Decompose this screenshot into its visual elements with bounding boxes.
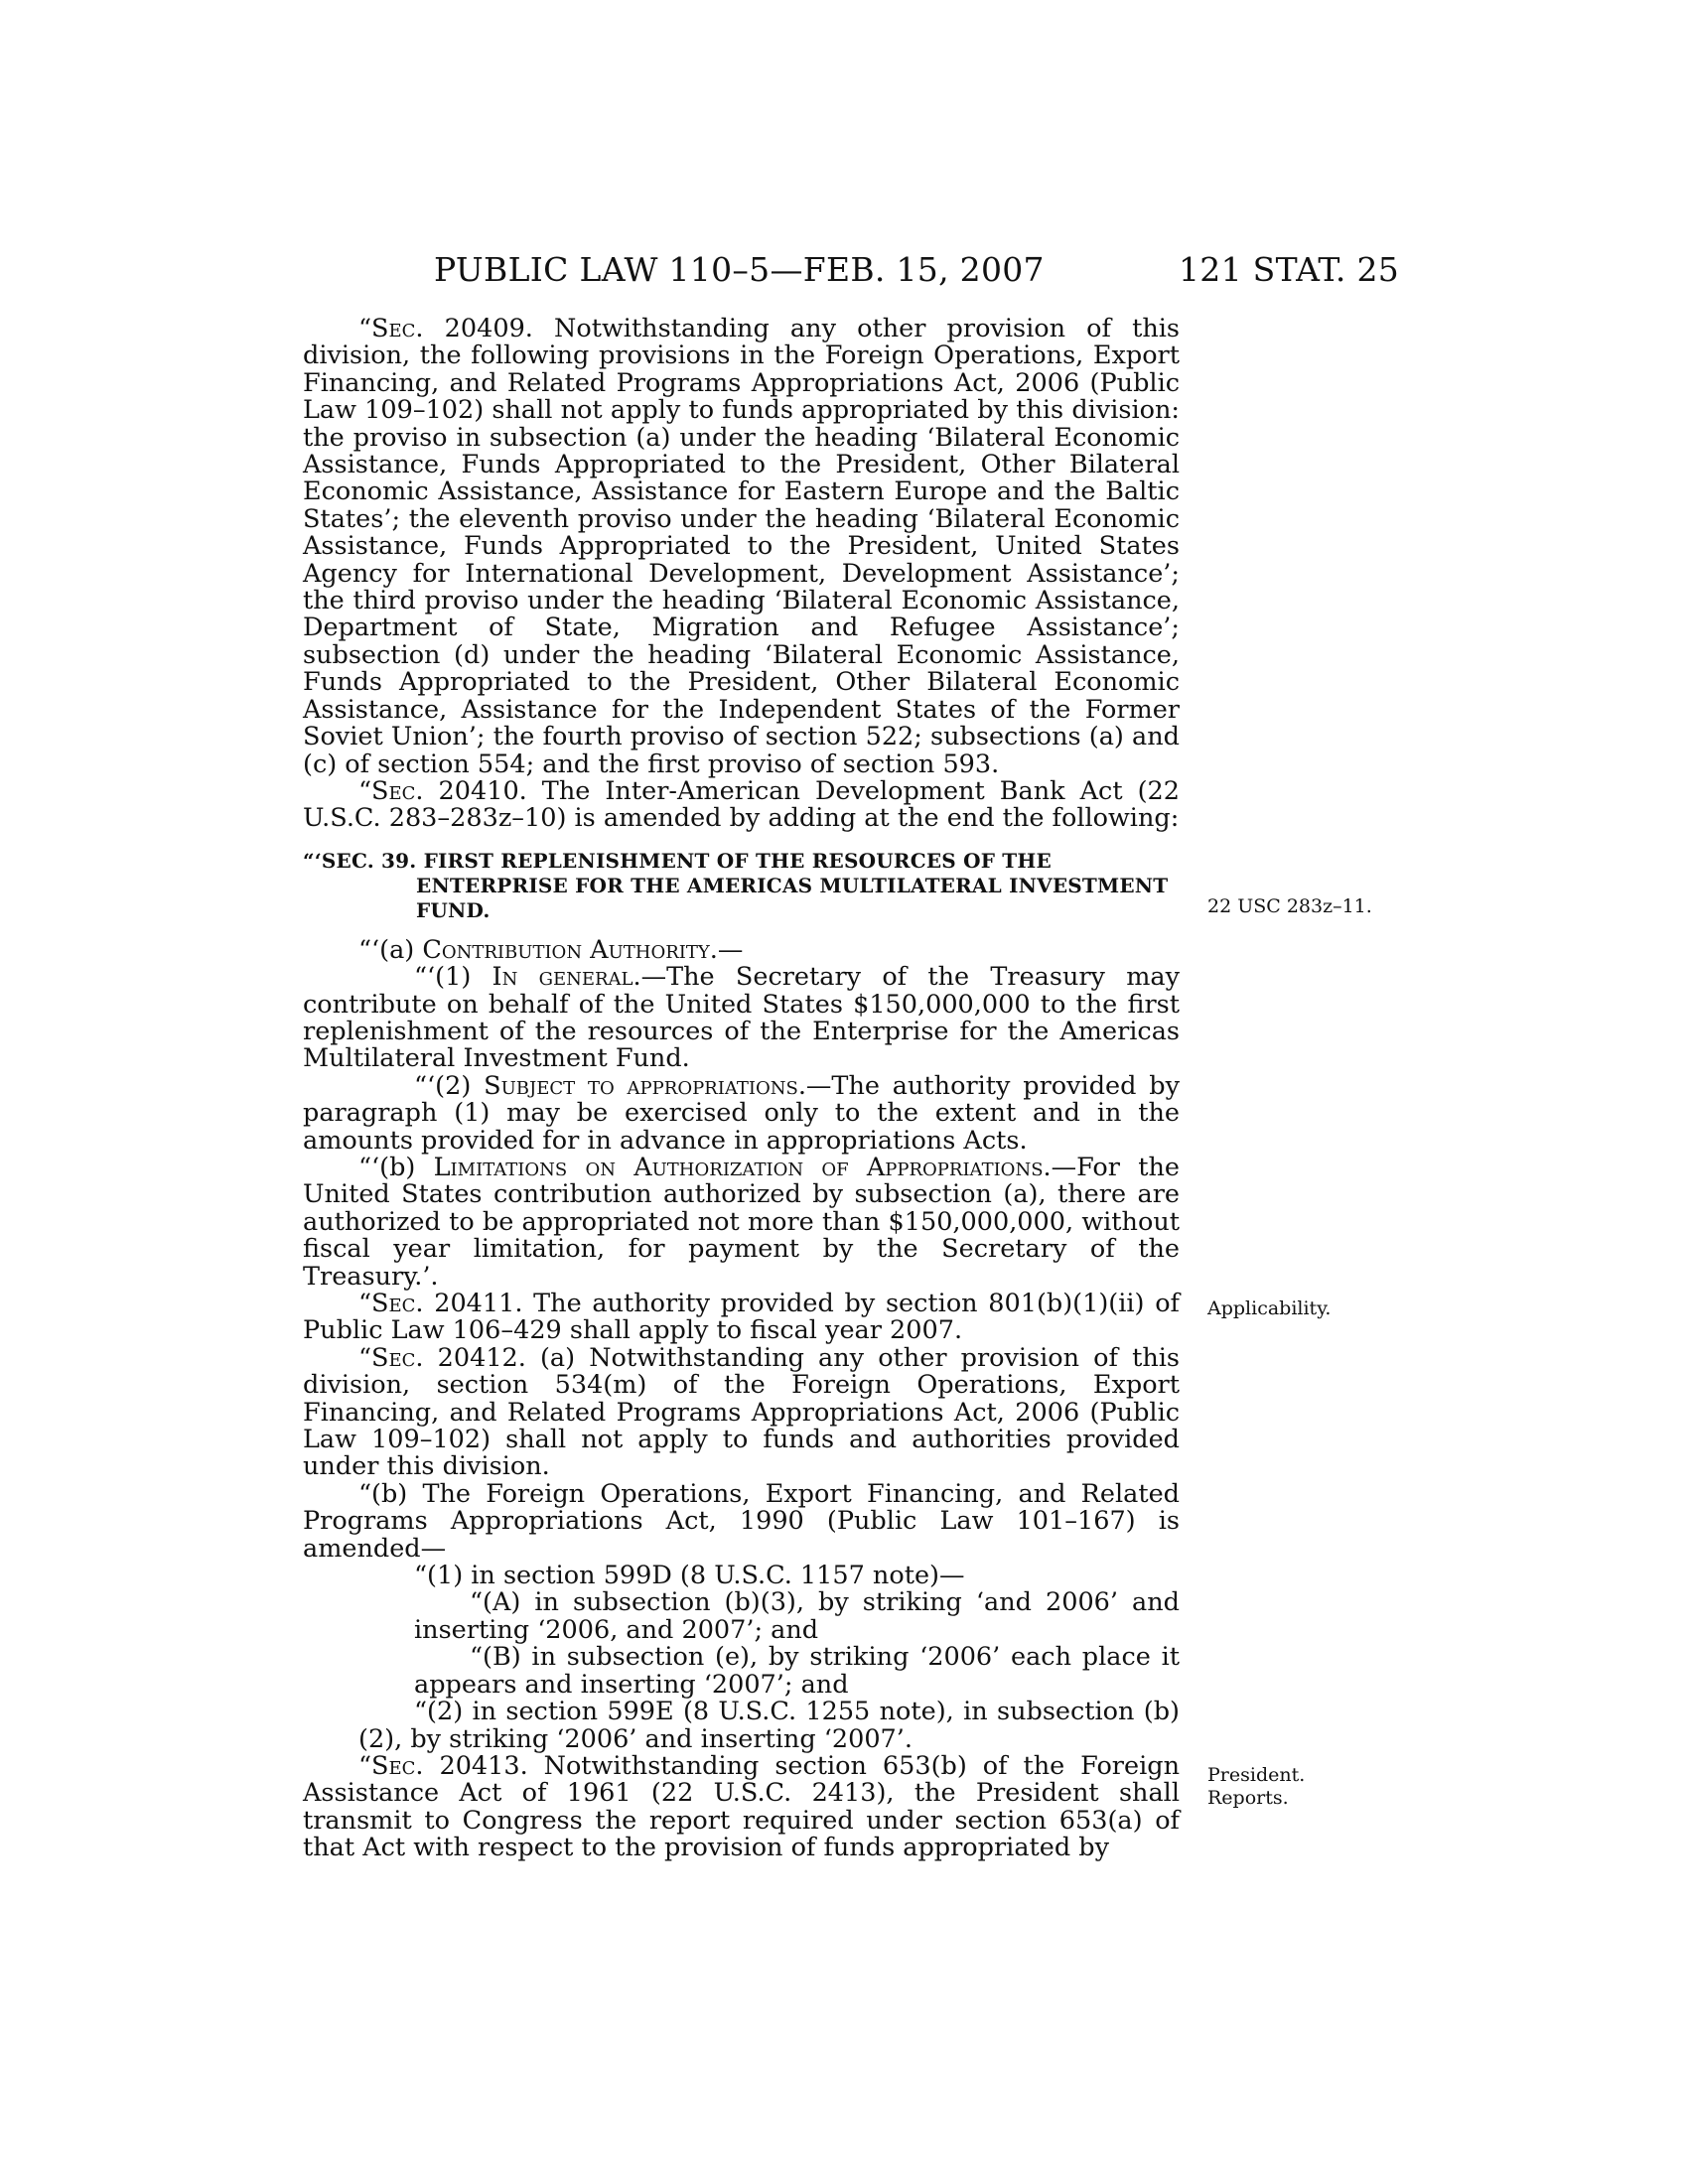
running-header-stat: 121 STAT. 25 [1179, 250, 1400, 289]
sec-text: 20410. The Inter-American Development Bank Act (22 U.S.C. 283–283z–10) is amended by adding at the end the following: [303, 775, 1180, 834]
subsection-b [303, 1152, 1180, 1292]
item-2: “(2) in section 599E (8 U.S.C. 1255 note), in subsection (b)(2), by striking ‘2006’ and inserting ‘2007’. [358, 1697, 1180, 1754]
subsection-suffix: .— [709, 934, 744, 965]
section-20409 [303, 316, 1180, 778]
sec-text: 20409. Notwithstanding any other provision of this division, the following provisions in the Foreign Operations, Export Financing, and Related Programs Appropriations Act, 2006 (Public Law 109–102) shall not apply to funds appropriated by this division: the proviso in subsection (a) under the heading ‘Bilateral Economic Assistance, Funds Appropriated to the President, Other Bilateral Economic Assistance, Assistance for Eastern Europe and the Baltic States’; the eleventh proviso under the heading ‘Bilateral Economic Assistance, Funds Appropriated to the President, United States Agency for International Development, Development Assistance’; the third proviso under the heading ‘Bilateral Economic Assistance, Department of State, Migration and Refugee Assistance’; subsection (d) under the heading ‘Bilateral Economic Assistance, Funds Appropriated to the President, Other Bilateral Economic Assistance, Assistance for the Independent States of the Former Soviet Union’; the fourth proviso of section 522; subsections (a) and (c) of section 554; and the first proviso of section 593. [303, 314, 1180, 779]
running-header-title: PUBLIC LAW 110–5—FEB. 15, 2007 [434, 250, 1045, 289]
margin-note-applicability: Applicability. [1207, 1297, 1332, 1319]
sec-text: 20413. Notwithstanding section 653(b) of the Foreign Assistance Act of 1961 (22 U.S.C. 2413), the President shall transmit to Congress the report required under section 653(a) of that Act with respect to the provision of funds appropriated by [303, 1750, 1180, 1863]
item-b: “(B) in subsection (e), by striking ‘2006’ each place it appears and inserting ‘2007’; and [414, 1642, 1180, 1700]
section-20412 [303, 1342, 1180, 1482]
margin-note-president: President. [1207, 1764, 1306, 1786]
subsection-prefix: “‘(a) [358, 934, 423, 965]
margin-note-usc: 22 USC 283z–11. [1207, 895, 1372, 917]
paragraph-a2 [303, 1070, 1181, 1156]
subsection-label: Contribution Authority [422, 934, 710, 965]
subsection-text: .—For the United States contribution authorized by subsection (a), there are authorized to be appropriated not more than $150,000,000, without fiscal year limitation, for payment by the Secretary of the Treasury.’. [303, 1152, 1180, 1292]
subsection-label: Limitations on Authorization of Appropriations [433, 1152, 1044, 1182]
sec-label: “Sec. [358, 1342, 424, 1373]
section-39-heading: “‘SEC. 39. FIRST REPLENISHMENT OF THE RESOURCES OF THE ENTERPRISE FOR THE AMERICAS MULTILATERAL INVESTMENT FUND. [303, 848, 1169, 922]
sec-label: “Sec. [358, 314, 424, 343]
paragraph-prefix: “‘(1) [414, 962, 492, 993]
section-20410 [303, 775, 1180, 834]
paragraph-prefix: “‘(2) [414, 1070, 485, 1101]
item-a: “(A) in subsection (b)(3), by striking ‘and 2006’ and inserting ‘2006, and 2007’; and [414, 1587, 1180, 1645]
margin-note-reports: Reports. [1207, 1787, 1289, 1809]
subsection-prefix: “‘(b) [358, 1152, 434, 1182]
sec-label: “Sec. [358, 775, 424, 806]
paragraph-text: .—The authority provided by paragraph (1) may be exercised only to the extent and in the amounts provided for in advance in appropriations Acts. [303, 1070, 1181, 1156]
sec-label: “Sec. [358, 1289, 424, 1318]
section-20412-b: “(b) The Foreign Operations, Export Financing, and Related Programs Appropriations Act, 1990 (Public Law 101–167) is amended— [303, 1478, 1180, 1564]
paragraph-a1 [303, 964, 1180, 1073]
sec-text: 20411. The authority provided by section 801(b)(1)(ii) of Public Law 106–429 shall apply to fiscal year 2007. [303, 1289, 1180, 1346]
document-body [303, 316, 1180, 1862]
paragraph-text: .—The Secretary of the Treasury may contribute on behalf of the United States $150,000,000 to the first replenishment of the resources of the Enterprise for the Americas Multilateral Investment Fund. [303, 962, 1181, 1074]
sec-text: 20412. (a) Notwithstanding any other provision of this division, section 534(m) of the Foreign Operations, Export Financing, and Related Programs Appropriations Act, 2006 (Public Law 109–102) shall not apply to funds and authorities provided under this division. [303, 1342, 1180, 1482]
paragraph-label: In general [492, 962, 633, 993]
subsection-a-heading [303, 934, 1180, 965]
section-20413 [303, 1750, 1180, 1863]
sec-label: “Sec. [358, 1750, 424, 1781]
paragraph-label: Subject to appropriations [484, 1070, 798, 1101]
item-1: “(1) in section 599D (8 U.S.C. 1157 note)— [414, 1561, 965, 1591]
section-20411 [303, 1291, 1180, 1345]
